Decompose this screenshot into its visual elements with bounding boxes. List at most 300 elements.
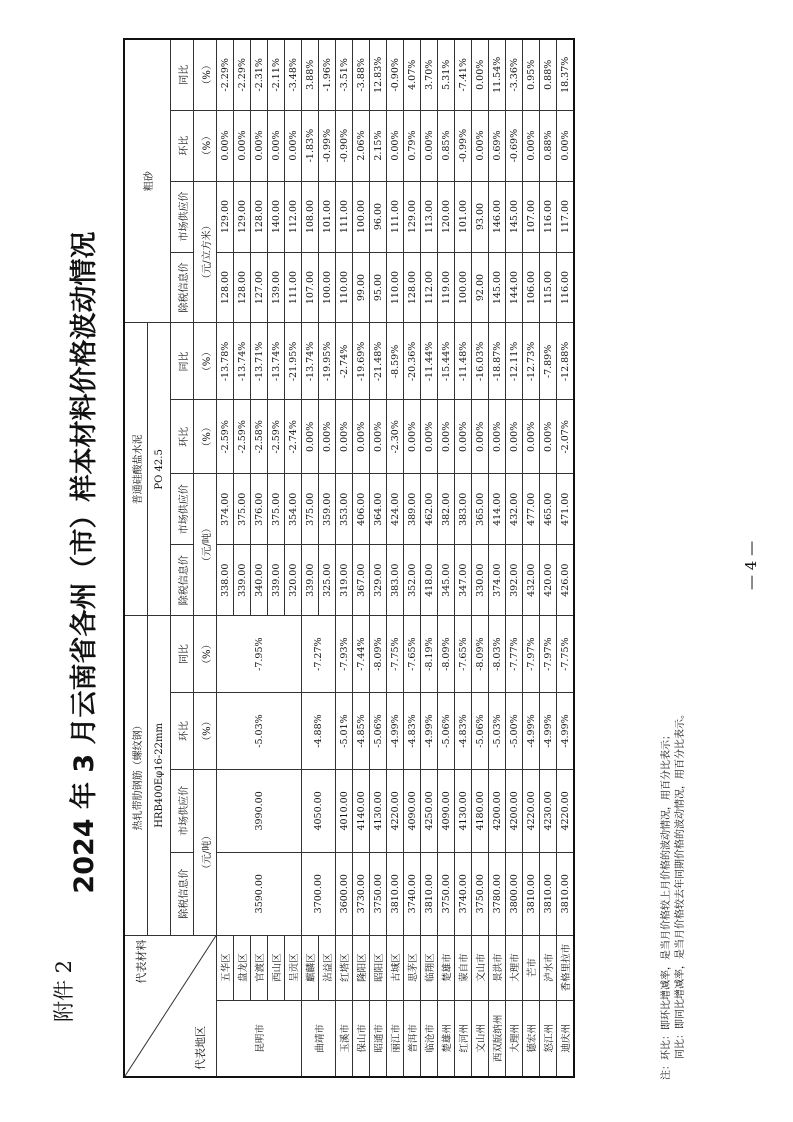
table-row	[472, 39, 489, 1077]
steel-yoy-cell: -7.95%	[217, 616, 302, 693]
sand-mom-cell: 0.69%	[489, 110, 506, 181]
city-cell: 保山市	[353, 1000, 370, 1077]
sand-yoy-cell: -3.88%	[353, 39, 370, 110]
sand-market-cell: 107.00	[523, 181, 540, 252]
steel-market-cell: 4180.00	[472, 769, 489, 852]
steel-yoy-cell: -7.65%	[404, 616, 421, 693]
steel-market-cell: 3990.00	[217, 769, 302, 852]
cement-market-cell: 359.00	[319, 474, 336, 545]
cement-yoy-cell: -2.74%	[336, 323, 353, 400]
sand-yoy-cell: 11.54%	[489, 39, 506, 110]
cement-mom-cell: -2.74%	[285, 400, 302, 474]
sand-tax-excl-cell: 119.00	[438, 252, 455, 323]
cement-yoy-cell: -21.95%	[285, 323, 302, 400]
page-number: — 4 —	[742, 540, 760, 590]
cement-tax-excl-cell: 320.00	[285, 545, 302, 616]
city-cell: 玉溪市	[336, 1000, 353, 1077]
cement-mom-cell: 0.00%	[489, 400, 506, 474]
city-cell: 文山州	[472, 1000, 489, 1077]
steel-mom-cell: -5.00%	[506, 693, 523, 770]
steel-mom-cell: -5.06%	[370, 693, 387, 770]
price-table	[123, 38, 575, 1078]
cement-market-cell: 375.00	[268, 474, 285, 545]
sand-yoy-cell: -2.31%	[251, 39, 268, 110]
steel-yoy-cell: -8.09%	[370, 616, 387, 693]
city-cell: 昆明市	[217, 1000, 302, 1077]
cement-yoy-cell: -12.73%	[523, 323, 540, 400]
sand-mom-cell: 0.00%	[523, 110, 540, 181]
sand-yoy-cell: 0.88%	[540, 39, 557, 110]
cement-yoy-cell: -7.89%	[540, 323, 557, 400]
steel-mom-cell: -4.85%	[353, 693, 370, 770]
steel-mom-cell: -5.06%	[438, 693, 455, 770]
pct-unit: （%）	[194, 400, 217, 474]
steel-yoy-cell: -7.77%	[506, 616, 523, 693]
sand-mom-cell: 0.00%	[387, 110, 404, 181]
steel-tax-excl-cell: 3590.00	[217, 852, 302, 935]
sand-tax-excl-cell: 128.00	[404, 252, 421, 323]
sand-market-cell: 112.00	[285, 181, 302, 252]
city-cell: 西双版纳州	[489, 1000, 506, 1077]
sand-tax-excl-cell: 110.00	[387, 252, 404, 323]
steel-tax-excl-cell: 3810.00	[421, 852, 438, 935]
sand-yoy-cell: 0.95%	[523, 39, 540, 110]
unit-sand: （元/立方米）	[194, 181, 217, 323]
steel-tax-excl-cell: 3730.00	[353, 852, 370, 935]
sand-mom-cell: 0.88%	[540, 110, 557, 181]
cement-mom-cell: -2.58%	[251, 400, 268, 474]
district-cell: 昭阳区	[370, 935, 387, 1000]
district-cell: 临翔区	[421, 935, 438, 1000]
sand-mom-cell: -0.99%	[455, 110, 472, 181]
steel-yoy-cell: -7.97%	[523, 616, 540, 693]
sand-tax-excl-cell: 107.00	[302, 252, 319, 323]
cement-tax-excl-cell: 339.00	[302, 545, 319, 616]
cement-mom-cell: -2.07%	[557, 400, 575, 474]
table-body	[217, 39, 575, 1077]
sand-yoy-cell: -2.29%	[234, 39, 251, 110]
city-cell: 楚雄州	[438, 1000, 455, 1077]
district-cell: 景洪市	[489, 935, 506, 1000]
steel-spec: HRB400Eφ16-22mm	[148, 616, 171, 935]
cement-mom-cell: 0.00%	[472, 400, 489, 474]
district-cell: 西山区	[268, 935, 285, 1000]
cement-tax-excl-cell: 325.00	[319, 545, 336, 616]
sand-market-cell: 108.00	[302, 181, 319, 252]
sand-tax-excl-cell: 145.00	[489, 252, 506, 323]
col-mom: 环比	[171, 110, 194, 181]
district-cell: 官渡区	[251, 935, 268, 1000]
steel-mom-cell: -4.99%	[540, 693, 557, 770]
cement-mom-cell: 0.00%	[404, 400, 421, 474]
cement-mom-cell: 0.00%	[523, 400, 540, 474]
cement-spec: PO 42.5	[148, 323, 171, 616]
district-cell: 泸水市	[540, 935, 557, 1000]
sand-mom-cell: 0.00%	[557, 110, 575, 181]
attachment-label: 附件 2	[52, 959, 76, 1022]
steel-market-cell: 4090.00	[404, 769, 421, 852]
table-row	[336, 39, 353, 1077]
steel-market-cell: 4200.00	[506, 769, 523, 852]
table-row	[387, 39, 404, 1077]
cement-yoy-cell: -21.48%	[370, 323, 387, 400]
pct-unit: （%）	[194, 39, 217, 110]
steel-yoy-cell: -8.19%	[421, 616, 438, 693]
steel-market-cell: 4220.00	[387, 769, 404, 852]
sand-market-cell: 129.00	[217, 181, 234, 252]
steel-tax-excl-cell: 3810.00	[387, 852, 404, 935]
sand-market-cell: 111.00	[336, 181, 353, 252]
cement-tax-excl-cell: 319.00	[336, 545, 353, 616]
steel-tax-excl-cell: 3780.00	[489, 852, 506, 935]
pct-unit: （%）	[194, 323, 217, 400]
cement-tax-excl-cell: 338.00	[217, 545, 234, 616]
steel-tax-excl-cell: 3810.00	[540, 852, 557, 935]
table-row	[489, 39, 506, 1077]
corner-bottom-label: 代表地区	[194, 1026, 207, 1070]
sand-tax-excl-cell: 128.00	[217, 252, 234, 323]
unit-steel: （元/吨）	[194, 769, 217, 935]
district-cell: 香格里拉市	[557, 935, 575, 1000]
sand-market-cell: 117.00	[557, 181, 575, 252]
cement-market-cell: 462.00	[421, 474, 438, 545]
col-tax-excl: 除税信息价	[171, 545, 194, 616]
sand-mom-cell: -0.99%	[319, 110, 336, 181]
cement-tax-excl-cell: 426.00	[557, 545, 575, 616]
cement-market-cell: 375.00	[234, 474, 251, 545]
steel-tax-excl-cell: 3800.00	[506, 852, 523, 935]
sand-tax-excl-cell: 139.00	[268, 252, 285, 323]
cement-tax-excl-cell: 339.00	[234, 545, 251, 616]
sand-market-cell: 113.00	[421, 181, 438, 252]
table-row	[217, 39, 234, 1077]
sand-market-cell: 145.00	[506, 181, 523, 252]
table-row	[438, 39, 455, 1077]
cement-market-cell: 375.00	[302, 474, 319, 545]
cement-tax-excl-cell: 367.00	[353, 545, 370, 616]
sand-tax-excl-cell: 116.00	[557, 252, 575, 323]
sand-mom-cell: 0.00%	[251, 110, 268, 181]
sand-yoy-cell: -2.11%	[268, 39, 285, 110]
sand-market-cell: 100.00	[353, 181, 370, 252]
pct-unit: （%）	[194, 110, 217, 181]
sand-market-cell: 146.00	[489, 181, 506, 252]
sand-mom-cell: 0.00%	[234, 110, 251, 181]
cement-yoy-cell: -19.69%	[353, 323, 370, 400]
sand-yoy-cell: 18.37%	[557, 39, 575, 110]
steel-yoy-cell: -8.09%	[472, 616, 489, 693]
sand-market-cell: 101.00	[319, 181, 336, 252]
steel-yoy-cell: -7.75%	[557, 616, 575, 693]
cement-tax-excl-cell: 374.00	[489, 545, 506, 616]
cement-mom-cell: -2.59%	[217, 400, 234, 474]
steel-yoy-cell: -7.97%	[540, 616, 557, 693]
district-cell: 呈贡区	[285, 935, 302, 1000]
steel-mom-cell: -5.06%	[472, 693, 489, 770]
col-market: 市场供应价	[171, 474, 194, 545]
city-cell: 红河州	[455, 1000, 472, 1077]
steel-mom-cell: -4.99%	[387, 693, 404, 770]
cement-yoy-cell: -13.74%	[268, 323, 285, 400]
col-mom: 环比	[171, 400, 194, 474]
sand-mom-cell: -0.69%	[506, 110, 523, 181]
footnote-yoy: 同比：即同比增减率，是当月价格较去年同期价格的波动情况，用百分比表示。	[675, 709, 686, 1059]
cement-mom-cell: 0.00%	[336, 400, 353, 474]
sand-mom-cell: 0.79%	[404, 110, 421, 181]
cement-market-cell: 365.00	[472, 474, 489, 545]
sand-tax-excl-cell: 106.00	[523, 252, 540, 323]
cement-tax-excl-cell: 392.00	[506, 545, 523, 616]
district-cell: 古城区	[387, 935, 404, 1000]
cement-mom-cell: -2.59%	[234, 400, 251, 474]
steel-mom-cell: -5.01%	[336, 693, 353, 770]
district-cell: 大理市	[506, 935, 523, 1000]
sand-tax-excl-cell: 115.00	[540, 252, 557, 323]
cement-yoy-cell: -11.48%	[455, 323, 472, 400]
steel-yoy-cell: -7.44%	[353, 616, 370, 693]
steel-tax-excl-cell: 3750.00	[472, 852, 489, 935]
header-row-3	[171, 39, 194, 1077]
steel-mom-cell: -4.83%	[404, 693, 421, 770]
district-cell: 文山市	[472, 935, 489, 1000]
sand-market-cell: 116.00	[540, 181, 557, 252]
district-cell: 麒麟区	[302, 935, 319, 1000]
cement-tax-excl-cell: 345.00	[438, 545, 455, 616]
cement-mom-cell: 0.00%	[540, 400, 557, 474]
rotated-page-content	[57, 35, 707, 1090]
corner-header	[124, 935, 217, 1077]
cement-market-cell: 364.00	[370, 474, 387, 545]
steel-market-cell: 4130.00	[370, 769, 387, 852]
cement-mom-cell: -2.59%	[268, 400, 285, 474]
cement-tax-excl-cell: 339.00	[268, 545, 285, 616]
city-cell: 曲靖市	[302, 1000, 336, 1077]
table-row	[540, 39, 557, 1077]
steel-market-cell: 4140.00	[353, 769, 370, 852]
steel-market-cell: 4230.00	[540, 769, 557, 852]
district-cell: 楚雄市	[438, 935, 455, 1000]
sand-tax-excl-cell: 95.00	[370, 252, 387, 323]
table-row	[523, 39, 540, 1077]
footnote-mom: 注：环比：即环比增减率，是当月价格较上月价格的波动情况，用百分比表示；	[661, 730, 672, 1080]
city-cell: 迪庆州	[557, 1000, 575, 1077]
footnotes	[660, 40, 688, 1080]
cement-yoy-cell: -11.44%	[421, 323, 438, 400]
steel-tax-excl-cell: 3750.00	[370, 852, 387, 935]
cement-tax-excl-cell: 432.00	[523, 545, 540, 616]
sand-yoy-cell: -0.90%	[387, 39, 404, 110]
steel-yoy-cell: -7.93%	[336, 616, 353, 693]
sand-tax-excl-cell: 110.00	[336, 252, 353, 323]
sand-group-header: 粗砂	[124, 39, 171, 323]
col-market: 市场供应价	[171, 769, 194, 852]
steel-tax-excl-cell: 3740.00	[404, 852, 421, 935]
sand-tax-excl-cell: 99.00	[353, 252, 370, 323]
header-row-1	[124, 39, 148, 1077]
col-market: 市场供应价	[171, 181, 194, 252]
sand-yoy-cell: -3.36%	[506, 39, 523, 110]
sand-mom-cell: 0.00%	[217, 110, 234, 181]
cement-market-cell: 389.00	[404, 474, 421, 545]
sand-market-cell: 96.00	[370, 181, 387, 252]
sand-market-cell: 128.00	[251, 181, 268, 252]
cement-yoy-cell: -12.88%	[557, 323, 575, 400]
cement-market-cell: 414.00	[489, 474, 506, 545]
cement-market-cell: 477.00	[523, 474, 540, 545]
city-cell: 怒江州	[540, 1000, 557, 1077]
sand-mom-cell: 0.00%	[472, 110, 489, 181]
cement-yoy-cell: -15.44%	[438, 323, 455, 400]
sand-mom-cell: 0.85%	[438, 110, 455, 181]
col-yoy: 同比	[171, 616, 194, 693]
steel-market-cell: 4010.00	[336, 769, 353, 852]
sand-mom-cell: 0.00%	[268, 110, 285, 181]
cement-mom-cell: 0.00%	[319, 400, 336, 474]
sand-market-cell: 129.00	[234, 181, 251, 252]
col-yoy: 同比	[171, 323, 194, 400]
table-row	[370, 39, 387, 1077]
sand-mom-cell: 2.15%	[370, 110, 387, 181]
sand-yoy-cell: -2.29%	[217, 39, 234, 110]
steel-mom-cell: -4.99%	[557, 693, 575, 770]
cement-yoy-cell: -16.03%	[472, 323, 489, 400]
sand-market-cell: 101.00	[455, 181, 472, 252]
steel-market-cell: 4220.00	[523, 769, 540, 852]
sand-yoy-cell: 5.31%	[438, 39, 455, 110]
cement-market-cell: 432.00	[506, 474, 523, 545]
cement-market-cell: 382.00	[438, 474, 455, 545]
cement-market-cell: 465.00	[540, 474, 557, 545]
steel-tax-excl-cell: 3600.00	[336, 852, 353, 935]
steel-market-cell: 4220.00	[557, 769, 575, 852]
sand-market-cell: 129.00	[404, 181, 421, 252]
steel-market-cell: 4250.00	[421, 769, 438, 852]
sand-tax-excl-cell: 112.00	[421, 252, 438, 323]
cement-yoy-cell: -8.59%	[387, 323, 404, 400]
cement-tax-excl-cell: 420.00	[540, 545, 557, 616]
table-row	[506, 39, 523, 1077]
sand-yoy-cell: -1.96%	[319, 39, 336, 110]
cement-market-cell: 374.00	[217, 474, 234, 545]
pct-unit: （%）	[194, 616, 217, 693]
col-mom: 环比	[171, 693, 194, 770]
district-cell: 盘龙区	[234, 935, 251, 1000]
cement-market-cell: 353.00	[336, 474, 353, 545]
steel-yoy-cell: -7.75%	[387, 616, 404, 693]
col-tax-excl: 除税信息价	[171, 252, 194, 323]
sand-mom-cell: 2.06%	[353, 110, 370, 181]
sand-tax-excl-cell: 100.00	[455, 252, 472, 323]
cement-market-cell: 383.00	[455, 474, 472, 545]
sand-tax-excl-cell: 127.00	[251, 252, 268, 323]
cement-mom-cell: 0.00%	[370, 400, 387, 474]
cement-mom-cell: 0.00%	[455, 400, 472, 474]
sand-tax-excl-cell: 111.00	[285, 252, 302, 323]
cement-tax-excl-cell: 330.00	[472, 545, 489, 616]
table-row	[455, 39, 472, 1077]
steel-mom-cell: -5.03%	[217, 693, 302, 770]
steel-yoy-cell: -7.65%	[455, 616, 472, 693]
steel-market-cell: 4130.00	[455, 769, 472, 852]
table-row	[353, 39, 370, 1077]
cement-mom-cell: 0.00%	[421, 400, 438, 474]
cement-market-cell: 424.00	[387, 474, 404, 545]
city-cell: 德宏州	[523, 1000, 540, 1077]
table-row	[302, 39, 319, 1077]
cement-tax-excl-cell: 329.00	[370, 545, 387, 616]
district-cell: 五华区	[217, 935, 234, 1000]
sand-yoy-cell: 3.70%	[421, 39, 438, 110]
cement-market-cell: 376.00	[251, 474, 268, 545]
steel-market-cell: 4050.00	[302, 769, 336, 852]
cement-mom-cell: -2.30%	[387, 400, 404, 474]
cement-market-cell: 406.00	[353, 474, 370, 545]
steel-group-header: 热轧带肋钢筋（螺纹钢）	[124, 616, 148, 935]
sand-tax-excl-cell: 144.00	[506, 252, 523, 323]
table-row	[404, 39, 421, 1077]
sand-yoy-cell: 3.88%	[302, 39, 319, 110]
district-cell: 隆阳区	[353, 935, 370, 1000]
unit-cement: （元/吨）	[194, 474, 217, 616]
sand-mom-cell: -0.90%	[336, 110, 353, 181]
sand-mom-cell: 0.00%	[285, 110, 302, 181]
sand-yoy-cell: -3.48%	[285, 39, 302, 110]
steel-market-cell: 4090.00	[438, 769, 455, 852]
sand-yoy-cell: -3.51%	[336, 39, 353, 110]
col-yoy: 同比	[171, 39, 194, 110]
cement-mom-cell: 0.00%	[302, 400, 319, 474]
steel-mom-cell: -5.03%	[489, 693, 506, 770]
steel-mom-cell: -4.83%	[455, 693, 472, 770]
sand-yoy-cell: -7.41%	[455, 39, 472, 110]
steel-mom-cell: -4.88%	[302, 693, 336, 770]
steel-tax-excl-cell: 3740.00	[455, 852, 472, 935]
cement-mom-cell: 0.00%	[353, 400, 370, 474]
sand-mom-cell: 0.00%	[421, 110, 438, 181]
cement-tax-excl-cell: 352.00	[404, 545, 421, 616]
city-cell: 昭通市	[370, 1000, 387, 1077]
cement-tax-excl-cell: 340.00	[251, 545, 268, 616]
sand-tax-excl-cell: 128.00	[234, 252, 251, 323]
cement-group-header: 普通硅酸盐水泥	[124, 323, 148, 616]
district-cell: 红塔区	[336, 935, 353, 1000]
sand-market-cell: 140.00	[268, 181, 285, 252]
sand-market-cell: 93.00	[472, 181, 489, 252]
steel-tax-excl-cell: 3810.00	[557, 852, 575, 935]
city-cell: 普洱市	[404, 1000, 421, 1077]
sand-yoy-cell: 12.83%	[370, 39, 387, 110]
city-cell: 大理州	[506, 1000, 523, 1077]
city-cell: 丽江市	[387, 1000, 404, 1077]
steel-tax-excl-cell: 3810.00	[523, 852, 540, 935]
col-tax-excl: 除税信息价	[171, 852, 194, 935]
cement-market-cell: 354.00	[285, 474, 302, 545]
sand-market-cell: 120.00	[438, 181, 455, 252]
steel-mom-cell: -4.99%	[421, 693, 438, 770]
sand-tax-excl-cell: 92.00	[472, 252, 489, 323]
cement-tax-excl-cell: 383.00	[387, 545, 404, 616]
table-row	[557, 39, 575, 1077]
sand-mom-cell: -1.83%	[302, 110, 319, 181]
cement-yoy-cell: -19.95%	[319, 323, 336, 400]
cement-yoy-cell: -13.74%	[234, 323, 251, 400]
table-row	[421, 39, 438, 1077]
cement-yoy-cell: -12.11%	[506, 323, 523, 400]
cement-yoy-cell: -13.74%	[302, 323, 319, 400]
steel-yoy-cell: -7.27%	[302, 616, 336, 693]
sand-yoy-cell: 0.00%	[472, 39, 489, 110]
header-row-4	[194, 39, 217, 1077]
